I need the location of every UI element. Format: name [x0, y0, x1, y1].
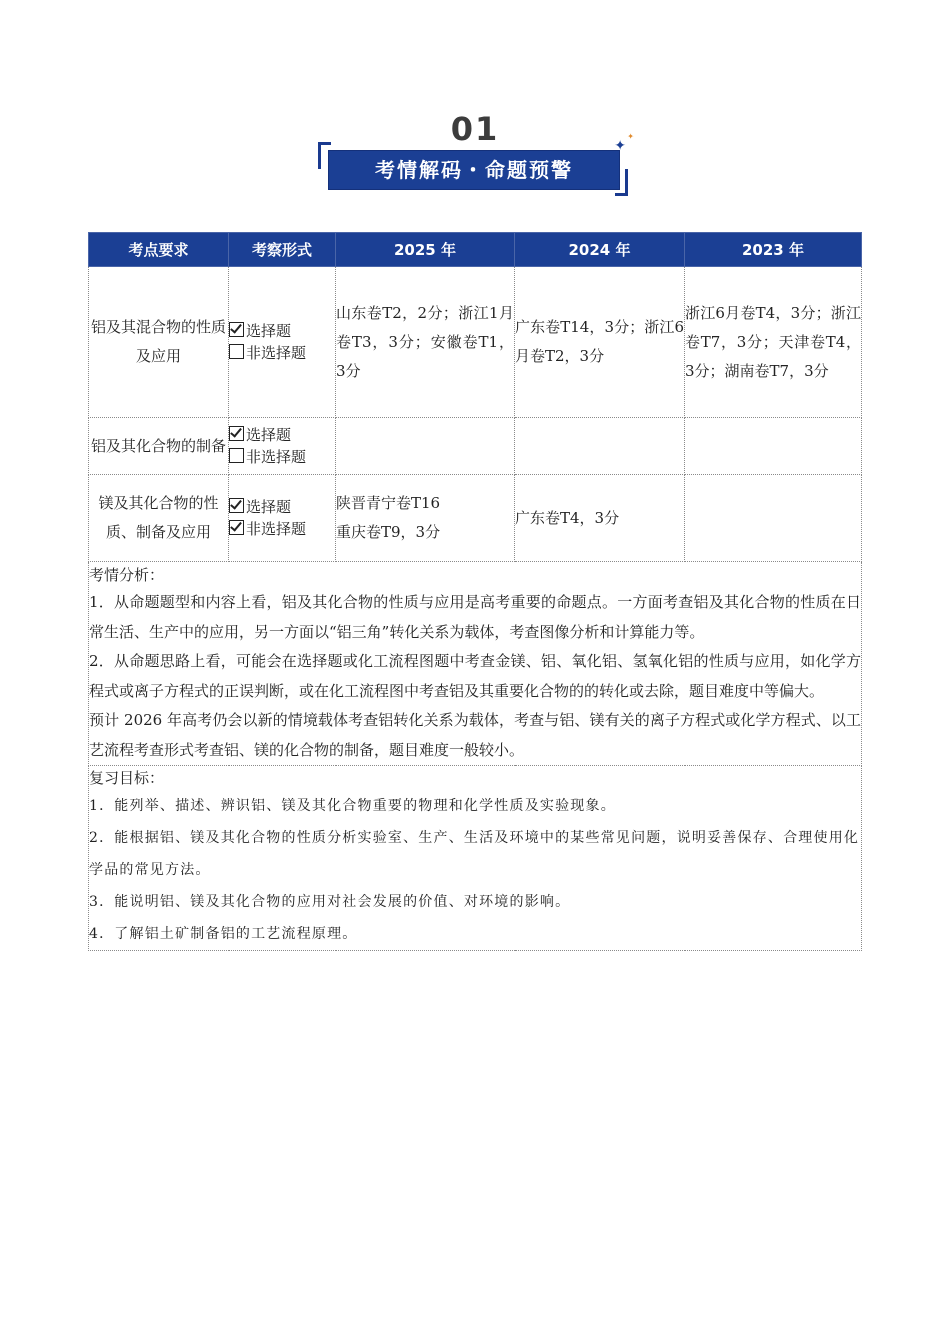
sparkle-icon: ✦: [614, 138, 626, 154]
analysis-paragraph: 2．从命题思路上看，可能会在选择题或化工流程图题中考查金镁、铝、氧化铝、氢氧化铝的性质与应用，如化学方程式或离子方程式的正误判断，或在化工流程图中考查铝及其重要化合物的的转化或去除，题目难度中等偏大。: [89, 652, 861, 700]
form-cell: [229, 475, 336, 562]
form-cell: [229, 418, 336, 475]
checked-box-icon: [229, 322, 244, 337]
nonchoice-label: 非选择题: [246, 520, 307, 538]
table-row: [89, 267, 862, 418]
ref-2023: 浙江6月卷T4，3分；浙江卷T7，3分；天津卷T4，3分；湖南卷T7，3分: [685, 267, 862, 418]
goals-cell: [89, 766, 862, 951]
unchecked-box-icon: [229, 448, 244, 463]
analysis-row: [89, 562, 862, 766]
section-banner: [318, 132, 634, 198]
header-cell: 2023 年: [685, 233, 862, 267]
goal-item: 1．能列举、描述、辨识铝、镁及其化合物重要的物理和化学性质及实验现象。: [89, 798, 616, 814]
ref-2024: 广东卷T4，3分: [515, 475, 685, 562]
header-cell: 2025 年: [336, 233, 515, 267]
ref-2025: [336, 475, 515, 562]
analysis-paragraph: 预计 2026 年高考仍会以新的情境载体考查铝转化关系为载体，考查与铝、镁有关的离子方程式或化学方程式、以工艺流程考查形式考查铝、镁的化合物的制备，题目难度一般较小。: [89, 711, 861, 759]
topic-cell: 铝及其混合物的性质及应用: [89, 267, 229, 418]
ref-2025: 山东卷T2，2分；浙江1月卷T3，3分；安徽卷T1，3分: [336, 267, 515, 418]
sparkle-small-icon: ✦: [627, 132, 634, 141]
section-title: 考情解码・命题预警: [328, 150, 620, 190]
table-row: [89, 475, 862, 562]
ref-2025-line: 重庆卷T9，3分: [336, 523, 441, 541]
goal-item: 3．能说明铝、镁及其化合物的应用对社会发展的价值、对环境的影响。: [89, 894, 571, 910]
goals-heading: 复习目标：: [89, 769, 165, 787]
unchecked-box-icon: [229, 344, 244, 359]
ref-2023: [685, 418, 862, 475]
analysis-paragraph: 1．从命题题型和内容上看，铝及其化合物的性质与应用是高考重要的命题点。一方面考查铝及其化合物的性质在日常生活、生产中的应用，另一方面以“铝三角”转化关系为载体，考查图像分析和计算能力等。: [89, 593, 861, 641]
topic-cell: 镁及其化合物的性质、制备及应用: [89, 475, 229, 562]
form-cell: [229, 267, 336, 418]
checked-box-icon: [229, 498, 244, 513]
header-cell: 考察形式: [229, 233, 336, 267]
table-header-row: [89, 233, 862, 267]
checked-box-icon: [229, 426, 244, 441]
ref-2024: [515, 418, 685, 475]
nonchoice-label: 非选择题: [246, 448, 307, 466]
choice-label: 选择题: [246, 426, 292, 444]
nonchoice-label: 非选择题: [246, 344, 307, 362]
ref-2024: 广东卷T14，3分；浙江6月卷T2，3分: [515, 267, 685, 418]
header-cell: 考点要求: [89, 233, 229, 267]
exam-analysis-table: [88, 232, 862, 951]
header-cell: 2024 年: [515, 233, 685, 267]
goal-item: 4．了解铝土矿制备铝的工艺流程原理。: [89, 926, 358, 942]
goals-row: [89, 766, 862, 951]
analysis-heading: 考情分析：: [89, 566, 165, 584]
choice-label: 选择题: [246, 498, 292, 516]
analysis-cell: [89, 562, 862, 766]
goal-item: 2．能根据铝、镁及其化合物的性质分析实验室、生产、生活及环境中的某些常见问题，说明妥善保存、合理使用化学品的常见方法。: [89, 830, 860, 878]
section-number: 01: [450, 110, 500, 148]
ref-2025-line: 陕晋青宁卷T16: [336, 494, 441, 512]
choice-label: 选择题: [246, 322, 292, 340]
ref-2023: [685, 475, 862, 562]
checked-box-icon: [229, 520, 244, 535]
table-row: [89, 418, 862, 475]
ref-2025: [336, 418, 515, 475]
topic-cell: 铝及其化合物的制备: [89, 418, 229, 475]
